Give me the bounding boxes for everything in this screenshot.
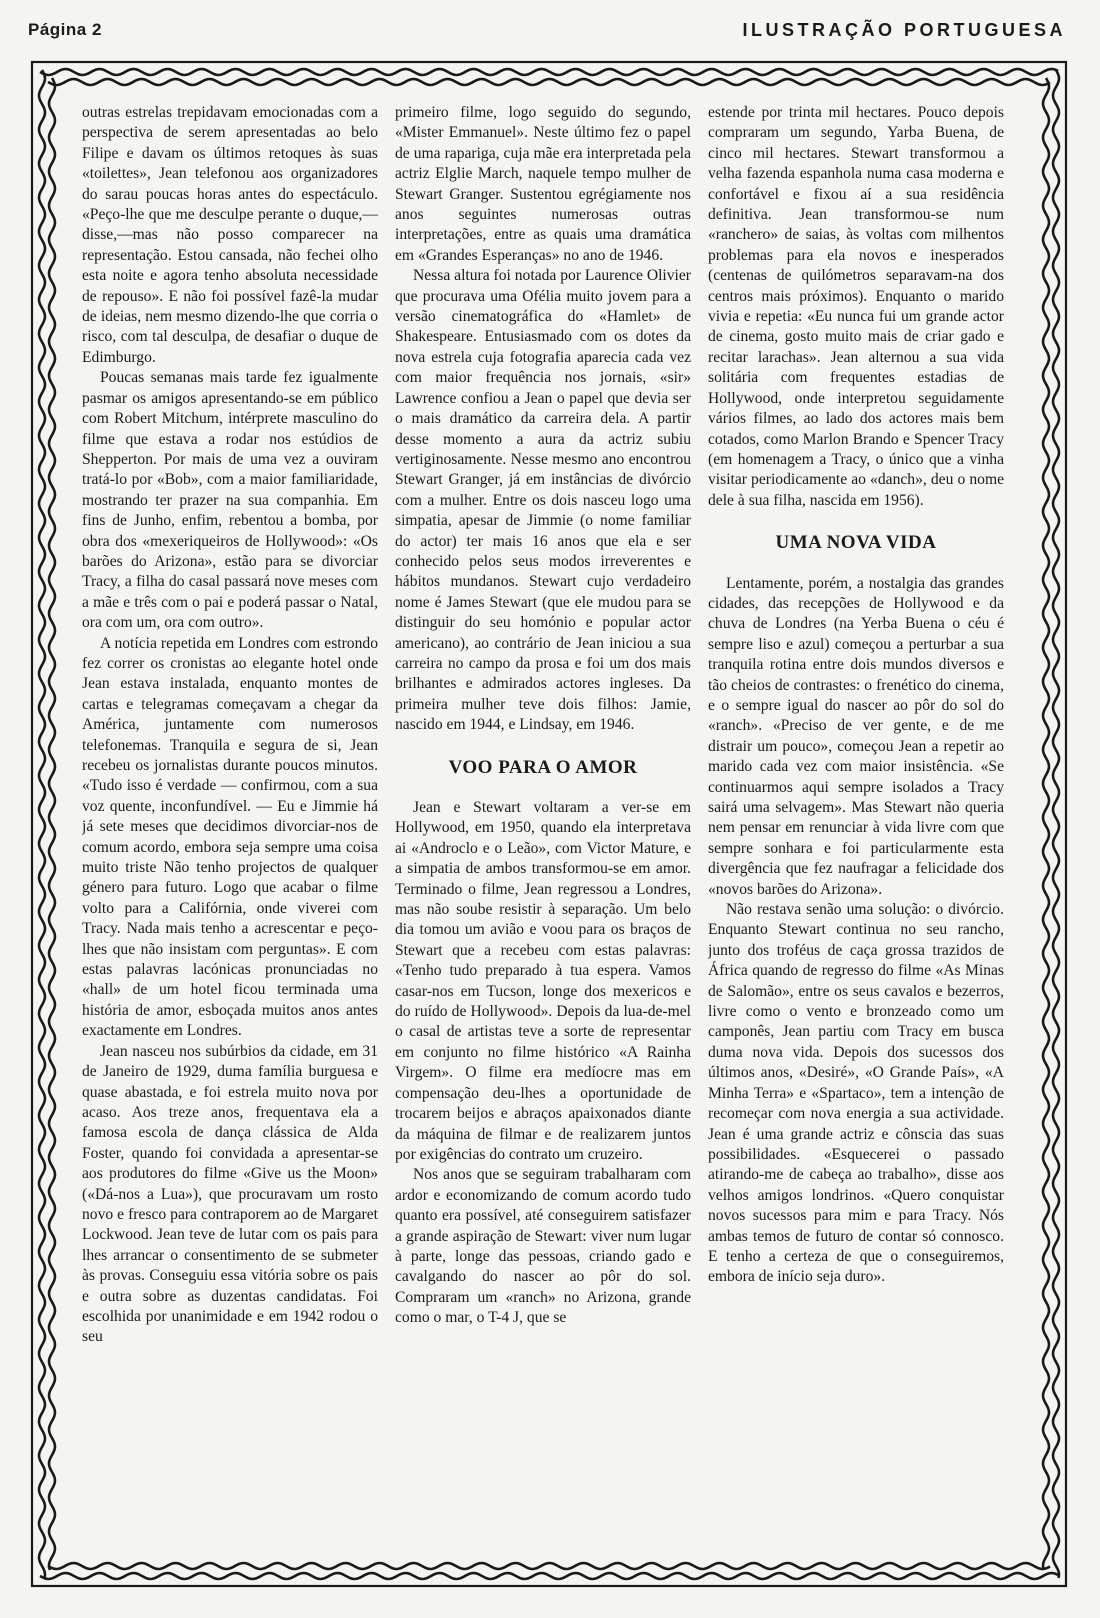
paragraph: Jean nasceu nos subúrbios da cidade, em 31 de Janeiro de 1929, duma família burguesa e quase abastada, e foi estrela muito nova por acaso. Aos treze anos, frequentava ela a famosa escola de dança clássica de Alda Foster, quando foi convidada a apresentar-se aos produtores do filme «Give us the Moon» («Dá-nos a Lua»), que procuravam um rosto novo e fresco para contraporem ao de Margaret Lockwood. Jean teve de lutar com os pais para lhes arrancar o consentimento de se submeter às provas. Conseguiu essa vitória sobre os pais e outra sobre as duzentas candidatas. Foi escolhida por unanimidade e em 1942 rodou o seu: [82, 1042, 378, 1346]
paragraph: Jean e Stewart voltaram a ver-se em Hollywood, em 1950, quando ela interpretava ai «Androclo e o Leão», com Victor Mature, e a simpatia de ambos transformou-se em amor. Terminado o filme, Jean regressou a Londres, mas não soube resistir à separação. Um belo dia tomou um avião e voou para os braços de Stewart que a recebeu com estas palavras: «Tenho tudo preparado à tua espera. Vamos casar-nos em Tucson, longe dos mexericos e do ruído de Hollywood». Depois da lua-de-mel o casal de artistas teve a sorte de representar em conjunto no filme histórico «A Rainha Virgem». O filme era medíocre mas em compensação deu-lhes a oportunidade de trocarem beijos e abraços apaixonados diante da máquina de filmar e de realizarem juntos por exigências do contrato um cruzeiro.: [395, 799, 691, 1163]
paragraph: Nessa altura foi notada por Laurence Olivier que procurava uma Ofélia muito jovem para a versão cinematográfica do «Hamlet» de Shakespeare. Entusiasmado com os dotes da nova estrela cuja fotografia aparecia cada vez com maior frequência nos jornais, «sir» Lawrence confiou a Jean o papel que devia ser o mais dramático da carreira dela. A partir desse momento a aura da actriz subiu vertiginosamente. Nesse mesmo ano encontrou Stewart Granger, já em instâncias de divórcio com a mulher. Entre os dois nasceu logo uma simpatia, apesar de Jimmie (o nome familiar do actor) ter mais 16 anos que ela e ser conhecido pelos seus modos irreverentes e hábitos mundanos. Stewart cujo verdadeiro nome é James Stewart (que ele mudou para se distinguir do seu homónio e popular actor americano), ao contrário de Jean iniciou a sua carreira no campo da prosa e foi um dos mais brilhantes e admirados actores ingleses. Da primeira mulher teve dois filhos: Jamie, nascido em 1944, e Lindsay, em 1946.: [395, 267, 691, 734]
paragraph: Poucas semanas mais tarde fez igualmente pasmar os amigos apresentando-se em público com Robert Mitchum, intérprete masculino do filme que estava a rodar nos estúdios de Shepperton. Por mais de uma vez a ouviram tratá-lo por «Bob», com a maior familiaridade, mostrando ter prazer na sua companhia. Em fins de Junho, enfim, rebentou a bomba, por obra dos «mexeriqueiros de Hollywood»: «Os barões do Arizona», estão para se divorciar Tracy, a filha do casal passará nove meses com a mãe e três com o pai e poderá passar o Natal, ora com um, ora com outro».: [82, 369, 378, 632]
paragraph: estende por trinta mil hectares. Pouco depois compraram um segundo, Yarba Buena, de cinco mil hectares. Stewart transformou a velha fazenda espanhola numa casa moderna e confortável e fixou aí a sua residência definitiva. Jean transformou-se num «ranchero» de saias, às voltas com milhentos problemas para ela novos e inesperados (centenas de quilómetros separavam-na dos centros mais próximos). Enquanto o marido vivia e repetia: «Eu nunca fui um grande actor de cinema, gosto muito mais de criar gado e recitar larachas». Jean alternou a sua vida solitária com frequentes estadias de Hollywood, onde interpretou seguidamente vários filmes, ao lado dos actores mais bem cotados, como Marlon Brando e Spencer Tracy (em homenagem a Tracy, o único que a vinha visitar periodicamente ao «danch», deu o nome dele à sua filha, nascida em 1956).: [708, 104, 1004, 509]
paragraph: Não restava senão uma solução: o divórcio. Enquanto Stewart continua no seu rancho, junto dos troféus de caça grossa trazidos de África quando de regresso do filme «As Minas de Salomão», entre os seus cavalos e bezerros, livre como o vento e bronzeado como um camponês, Jean partiu com Tracy em busca duma nova vida. Depois dos sucessos dos últimos anos, «Desiré», «O Grande País», «A Minha Terra» e «Spartaco», tem a intenção de recomeçar com nova energia a sua actividade. Jean é uma grande actriz e cônscia das suas possibilidades. «Esquecerei o passado atirando-me de cabeça ao trabalho», disse aos velhos amigos londrinos. «Quero conquistar novos sucessos para mim e para Tracy. Nós ambas temos de futuro de contar só connosco. E tenho a certeza de que o conseguiremos, embora de início seja duro».: [708, 901, 1004, 1286]
magazine-title: ILUSTRAÇÃO PORTUGUESA: [742, 20, 1066, 40]
section-heading: VOO PARA O AMOR: [448, 756, 638, 778]
paragraph: outras estrelas trepidavam emocionadas com a perspectiva de serem apresentadas ao belo Filipe e davam os últimos retoques às suas «toilettes», Jean telefonou aos organizadores do sarau poucas horas antes do espectáculo. «Peço-lhe que me desculpe perante o duque,—disse,—mas não posso comparecer na representação. Estou cansada, não fechei olho esta noite e agora tenho absoluta necessidade de repouso». E não foi possível fazê-la mudar de ideias, nem mesmo dizendo-lhe que corria o risco, com tal desculpa, de desafiar o duque de Edimburgo.: [82, 104, 378, 366]
paragraph: Lentamente, porém, a nostalgia das grandes cidades, das recepções de Hollywood e da chuva de Londres (na Yerba Buena o céu é sempre liso e azul) começou a perturbar a sua tranquila rotina entre dois mundos diversos e tão cheios de contrastes: o frenético do cinema, e o sempre igual do nascer ao pôr do sol do «ranch». «Preciso de ver gente, e de me distrair um pouco», começou Jean a repetir ao marido cada vez com maior insistência. «Se continuarmos aqui sempre isolados a Tracy sairá uma selvagem». Mas Stewart não queria nem pensar em renunciar à vida livre com que sempre sonhara e foi particularmente esta divergência que fez naufragar a felicidade dos «novos barões do Arizona».: [708, 574, 1004, 898]
article-body: [82, 103, 1004, 1553]
section-heading: UMA NOVA VIDA: [775, 532, 937, 554]
page-header: [28, 14, 1066, 48]
paragraph: primeiro filme, logo seguido do segundo, «Mister Emmanuel». Neste último fez o papel de uma rapariga, cuja mãe era interpretada pela actriz Elglie March, naquele tempo mulher de Stewart Granger. Sustentou egrégiamente nos anos seguintes numerosas outras interpretações, entre as quais uma dramática em «Grandes Esperanças» no ano de 1946.: [395, 104, 691, 264]
paragraph: Nos anos que se seguiram trabalharam com ardor e economizando de comum acordo tudo quanto era possível, até conseguirem satisfazer a grande aspiração de Stewart: viver num lugar à parte, longe das pessoas, criando gado e cavalgando do nascer ao pôr do sol. Compraram um «ranch» no Arizona, grande como o mar, o T-4 J, que se: [395, 1166, 691, 1327]
column-3: [708, 103, 1004, 1553]
column-2: [395, 103, 691, 1553]
paragraph: A notícia repetida em Londres com estrondo fez correr os cronistas ao elegante hotel onde Jean estava instalada, enquanto montes de cartas e telegramas começavam a chegar da América, juntamente com numerosos telefonemas. Tranquila e segura de si, Jean recebeu os jornalistas durante poucos minutos. «Tudo isso é verdade — confirmou, com a sua voz quente, inconfundível. — Eu e Jimmie há já sete meses que decidimos divorciar-nos de comum acordo, embora seja sempre uma coisa muito triste Não tenho projectos de qualquer género para futuro. Logo que acabar o filme volto para a Califórnia, onde viverei com Tracy. Nada mais tenho a acrescentar e peço-lhes que não insistam com perguntas». E com estas palavras lacónicas pronunciadas no «hall» de um hotel ficou terminada uma história de amor, esboçada muitos anos antes exactamente em Londres.: [82, 634, 378, 1040]
page-number: Página 2: [28, 20, 102, 39]
column-1: [82, 103, 378, 1553]
